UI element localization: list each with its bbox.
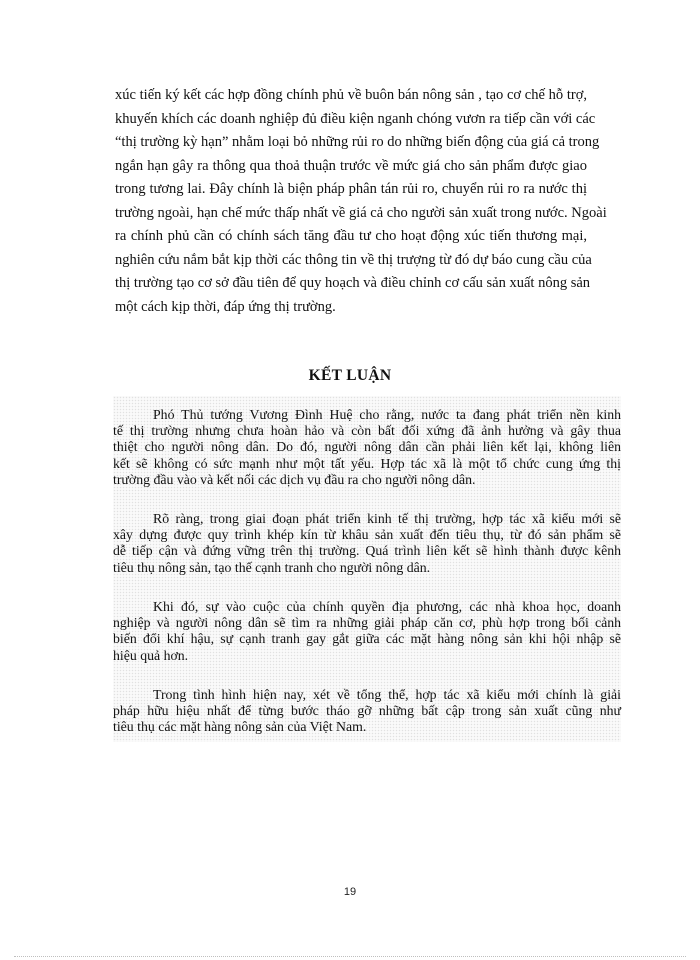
text-line: ngắn hạn gây ra thông qua thoả thuận trước về mức giá cho sản phẩm được giao — [115, 157, 587, 174]
text-line: “thị trường kỳ hạn” nhằm loại bỏ những rủi ro do những biến động của giá cả trong — [115, 134, 600, 150]
conclusion-paragraph-1 — [113, 407, 621, 488]
conclusion-paragraph-3 — [113, 599, 621, 664]
text-line: Khi đó, sự vào cuộc của chính quyền địa phương, các nhà khoa học, doanh — [153, 599, 621, 614]
text-line: kết sẽ không có sức mạnh như một tất yếu. Hợp tác xã là một tổ chức cung ứng thị — [113, 455, 621, 471]
text-line: thiệt cho người nông dân. Do đó, người nông dân cần phải liên kết lại, không liên — [113, 439, 621, 455]
intro-paragraph — [115, 84, 607, 319]
conclusion-body — [113, 396, 621, 742]
text-line: biến đổi khí hậu, sự cạnh tranh gay gắt giữa các mặt hàng nông sản khi hội nhập sẽ — [113, 631, 621, 647]
text-line: ra chính phủ cần có chính sách tăng đầu tư cho hoạt động xúc tiến thương mại, — [115, 228, 587, 244]
text-line: hiệu quả hơn. — [113, 647, 189, 663]
text-line: xúc tiến ký kết các hợp đồng chính phủ về buôn bán nông sản , tạo cơ chế hỗ trợ, — [115, 87, 587, 103]
section-heading: KẾT LUẬN — [308, 367, 392, 384]
text-line: Phó Thủ tướng Vương Đình Huệ cho rằng, nước ta đang phát triển nền kinh — [153, 407, 621, 422]
text-line: nghiên cứu nắm bắt kịp thời các thông tin về thị trượng từ đó dự báo cung cầu của — [115, 251, 592, 268]
text-line: Rõ ràng, trong giai đoạn phát triển kinh tế thị trường, hợp tác xã kiểu mới sẽ — [153, 511, 621, 526]
text-line: trường ngoài, hạn chế mức thấp nhất về giá cả cho người sản xuất trong nước. Ngoài — [115, 204, 607, 221]
text-line: trường đầu vào và kết nối các dịch vụ đầu ra cho người nông dân. — [113, 471, 476, 487]
text-line: Trong tình hình hiện nay, xét về tổng thể, hợp tác xã kiểu mới chính là giải — [153, 687, 621, 702]
text-line: tiêu thụ các mặt hàng nông sản của Việt Nam. — [113, 719, 367, 735]
conclusion-paragraph-4 — [113, 687, 621, 736]
page-bottom-divider — [14, 956, 686, 957]
text-line: trong tương lai. Đây chính là biện pháp phân tán rủi ro, chuyển rủi ro ra nước thị — [115, 181, 587, 197]
text-line: khuyến khích các doanh nghiệp đủ điều kiện nganh chóng vươn ra tiếp cần với các — [115, 110, 596, 127]
page-number: 19 — [343, 886, 357, 898]
text-line: dễ tiếp cận và đứng vững trên thị trường. Quá trình liên kết sẽ hình thành được kênh — [113, 543, 621, 559]
text-line: thị trường tạo cơ sở đầu tiên để quy hoạch và điều chỉnh cơ cấu sản xuất nông sản — [115, 275, 591, 291]
text-line: nghiệp và người nông dân sẽ tìm ra những giải pháp căn cơ, phù hợp trong bối cảnh — [113, 615, 621, 631]
text-line: tiêu thụ nông sản, tạo thế cạnh tranh cho người nông dân. — [113, 559, 431, 575]
conclusion-paragraph-2 — [113, 511, 621, 576]
text-line: pháp hữu hiệu nhất để từng bước tháo gỡ những bất cập trong sản xuất cũng như — [113, 703, 621, 719]
text-line: xây dựng được quy trình khép kín từ khâu sản xuất đến tiêu thụ, từ đó sản phẩm sẽ — [113, 527, 621, 543]
text-line: một cách kịp thời, đáp ứng thị trường. — [115, 298, 336, 315]
text-line: tế thị trường nhưng chưa hoàn hảo và còn bất đối xứng đã ảnh hưởng và gây thua — [113, 423, 621, 439]
